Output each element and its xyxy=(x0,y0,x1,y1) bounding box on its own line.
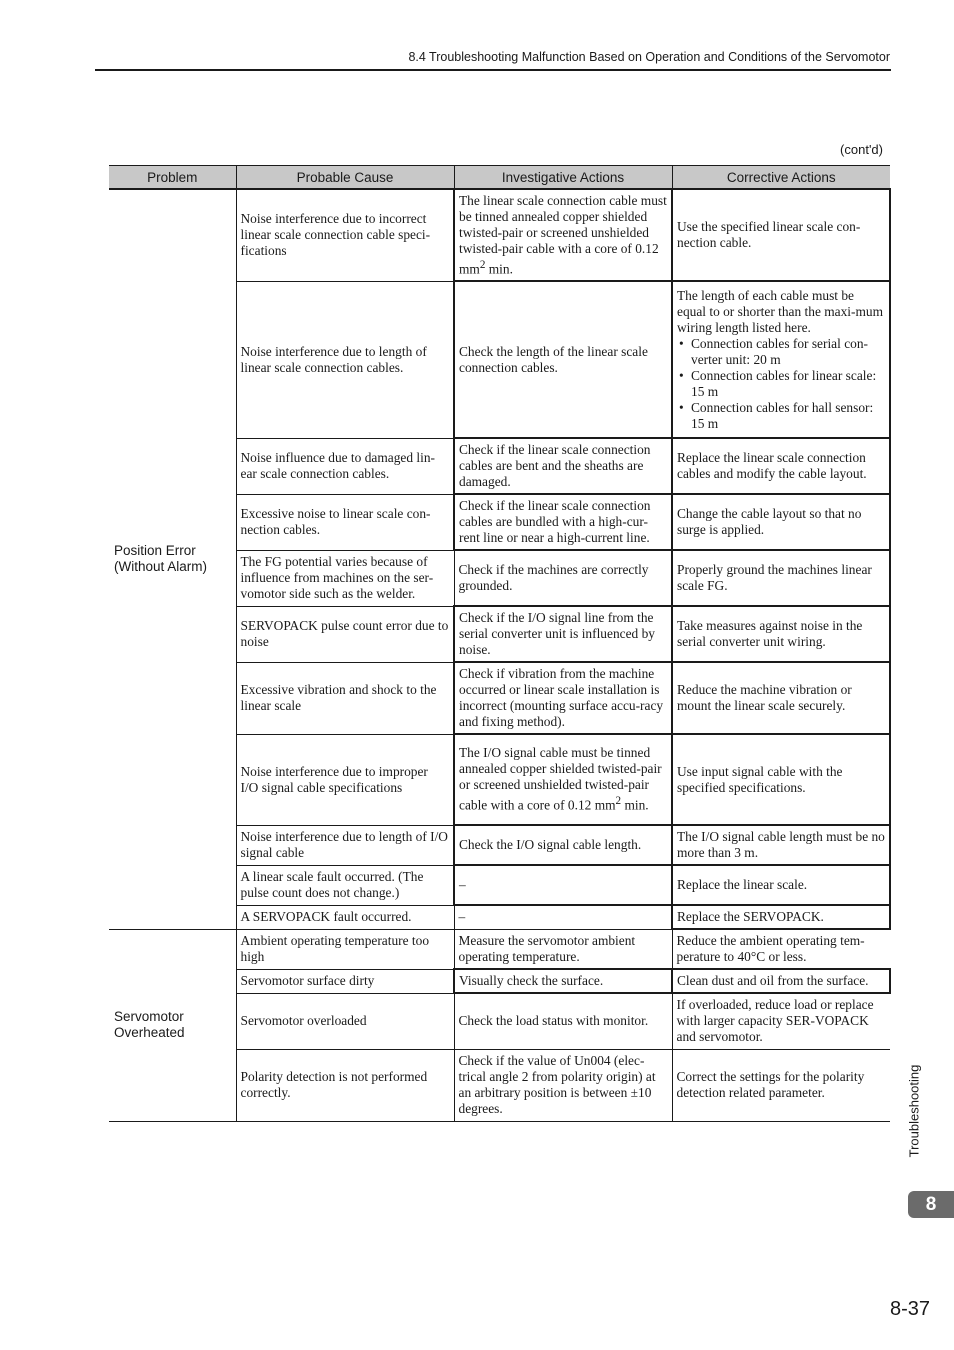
table-header-row xyxy=(109,166,890,190)
list-item: • Connection cables for linear scale: 15 m xyxy=(691,368,885,400)
cause-cell: Ambient operating temperature too high xyxy=(236,929,454,969)
cause-cell: Noise influence due to damaged lin-ear scale connection cables. xyxy=(236,438,454,494)
fix-cell: Take measures against noise in the serial converter unit wiring. xyxy=(672,606,890,662)
action-cell: – xyxy=(454,905,672,929)
list-item: • Connection cables for serial con-verter unit: 20 m xyxy=(691,336,885,368)
col-header-problem: Problem xyxy=(109,166,236,190)
fix-cell: Correct the settings for the polarity detection related parameter. xyxy=(672,1049,890,1121)
action-tail: min. xyxy=(621,797,649,813)
action-cell: Visually check the surface. xyxy=(454,969,672,993)
cause-cell: Polarity detection is not performed correctly. xyxy=(236,1049,454,1121)
action-cell: Check if the linear scale connection cables are bent and the sheaths are damaged. xyxy=(454,438,672,494)
fix-cell: Clean dust and oil from the surface. xyxy=(672,969,890,993)
cause-cell: Noise interference due to length of linear scale connection cables. xyxy=(236,281,454,438)
list-item: • Connection cables for hall sensor: 15 m xyxy=(691,400,885,432)
table-row xyxy=(109,189,890,281)
cause-cell: Noise interference due to incorrect linear scale connection cable speci-fications xyxy=(236,189,454,281)
cause-cell: Excessive vibration and shock to the linear scale xyxy=(236,662,454,734)
action-cell xyxy=(454,189,672,281)
action-cell: Check the length of the linear scale connection cables. xyxy=(454,281,672,438)
fix-cell: Use the specified linear scale con-nection cable. xyxy=(672,189,890,281)
action-cell xyxy=(454,734,672,825)
cause-cell: A linear scale fault occurred. (The pulse count does not change.) xyxy=(236,865,454,905)
fix-bullet-list xyxy=(677,336,885,432)
cause-cell: The FG potential varies because of influence from machines on the ser-vomotor side such as the welder. xyxy=(236,550,454,606)
fix-cell: Reduce the ambient operating tem-perature to 40°C or less. xyxy=(672,929,890,969)
action-cell: Check the load status with monitor. xyxy=(454,993,672,1049)
action-tail: min. xyxy=(485,261,513,277)
cause-cell: Servomotor surface dirty xyxy=(236,969,454,993)
cause-cell: SERVOPACK pulse count error due to noise xyxy=(236,606,454,662)
side-tab-label: Troubleshooting xyxy=(906,1064,922,1158)
chapter-side-tab xyxy=(904,1058,924,1164)
action-cell: Check if the value of Un004 (elec-trical angle 2 from polarity origin) at an arbitrary position is between ±10 degrees. xyxy=(454,1049,672,1121)
action-cell: Check if the I/O signal line from the serial converter unit is influenced by noise. xyxy=(454,606,672,662)
header-rule xyxy=(95,69,891,71)
fix-cell: Properly ground the machines linear scale FG. xyxy=(672,550,890,606)
fix-cell: Replace the linear scale connection cables and modify the cable layout. xyxy=(672,438,890,494)
action-cell: Measure the servomotor ambient operating temperature. xyxy=(454,929,672,969)
page-number: 8-37 xyxy=(889,1298,930,1320)
col-header-corrective: Corrective Actions xyxy=(672,166,890,190)
cause-cell: A SERVOPACK fault occurred. xyxy=(236,905,454,929)
cause-cell: Excessive noise to linear scale con-nection cables. xyxy=(236,494,454,550)
fix-cell: Replace the linear scale. xyxy=(672,865,890,905)
superscript: 2 xyxy=(479,258,486,271)
troubleshooting-table xyxy=(109,165,891,1122)
action-cell: Check if the linear scale connection cables are bundled with a high-cur-rent line or near a high-current line. xyxy=(454,494,672,550)
action-cell: Check the I/O signal cable length. xyxy=(454,825,672,865)
continued-label: (cont'd) xyxy=(840,142,883,157)
section-title: 8.4 Troubleshooting Malfunction Based on Operation and Conditions of the Servomotor xyxy=(408,50,890,64)
fix-cell: If overloaded, reduce load or replace with larger capacity SER-VOPACK and servomotor. xyxy=(672,993,890,1049)
col-header-investigative: Investigative Actions xyxy=(454,166,672,190)
fix-cell: Change the cable layout so that no surge is applied. xyxy=(672,494,890,550)
problem-cell: Position Error (Without Alarm) xyxy=(109,189,236,929)
cause-cell: Servomotor overloaded xyxy=(236,993,454,1049)
action-cell: Check if vibration from the machine occurred or linear scale installation is incorrect (mounting surface accu-racy and fixing method). xyxy=(454,662,672,734)
action-text: The I/O signal cable must be tinned annealed copper shielded twisted-pair or screened unshielded twisted-pair cable with a core of 0.12 mm xyxy=(459,745,662,813)
chapter-badge: 8 xyxy=(908,1191,954,1218)
fix-cell: Replace the SERVOPACK. xyxy=(672,905,890,929)
fix-cell xyxy=(672,281,890,438)
action-cell: Check if the machines are correctly grounded. xyxy=(454,550,672,606)
action-text: The linear scale connection cable must be tinned annealed copper shielded twisted-pair or screened unshielded twisted-pair cable with a core of 0.12 mm xyxy=(459,192,667,277)
fix-text: The length of each cable must be equal to or shorter than the maxi-mum wiring length listed here. xyxy=(677,287,884,335)
cause-cell: Noise interference due to improper I/O signal cable specifications xyxy=(236,734,454,825)
problem-cell: Servomotor Overheated xyxy=(109,929,236,1121)
superscript: 2 xyxy=(615,795,622,808)
col-header-cause: Probable Cause xyxy=(236,166,454,190)
fix-cell: Reduce the machine vibration or mount the linear scale securely. xyxy=(672,662,890,734)
cause-cell: Noise interference due to length of I/O signal cable xyxy=(236,825,454,865)
table-row xyxy=(109,929,890,969)
fix-cell: The I/O signal cable length must be no more than 3 m. xyxy=(672,825,890,865)
fix-cell: Use input signal cable with the specified specifications. xyxy=(672,734,890,825)
action-cell: – xyxy=(454,865,672,905)
